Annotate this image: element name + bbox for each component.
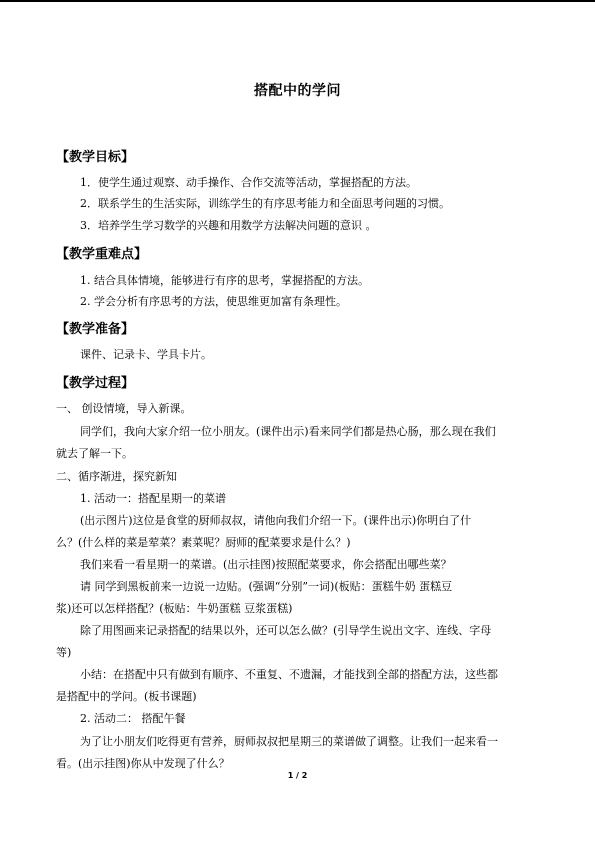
process-line: 我们来看一看星期一的菜谱。(出示挂图)按照配菜要求，你会搭配出哪些菜？ bbox=[80, 558, 452, 571]
heading-preparation: 【教学准备】 bbox=[56, 322, 135, 337]
process-line: 是搭配中的学问。(板书课题) bbox=[56, 690, 197, 703]
top-border-line bbox=[0, 0, 595, 2]
process-line: 等) bbox=[56, 646, 72, 659]
goal-item-3: 3．培养学生学习数学的兴趣和用数学方法解决问题的意识 。 bbox=[80, 219, 377, 232]
goal-item-1: 1．使学生通过观察、动手操作、合作交流等活动，掌握搭配的方法。 bbox=[80, 176, 417, 189]
process-line: 1. 活动一：搭配星期一的菜谱 bbox=[80, 492, 226, 505]
key-point-item-2: 2. 学会分析有序思考的方法，使思维更加富有条理性。 bbox=[80, 295, 347, 308]
process-line: 就去了解一下。 bbox=[56, 447, 133, 460]
process-line: 浆)还可以怎样搭配？(板贴：牛奶蛋糕 豆浆蛋糕) bbox=[56, 602, 293, 615]
process-line: 一、 创设情境，导入新课。 bbox=[56, 402, 192, 415]
key-point-item-1: 1. 结合具体情境，能够进行有序的思考，掌握搭配的方法。 bbox=[80, 274, 369, 287]
process-line: 请 同学到黑板前来一边说一边贴。(强调“分别”一词)(板贴：蛋糕牛奶 蛋糕豆 bbox=[80, 580, 453, 593]
heading-key-points: 【教学重难点】 bbox=[56, 247, 148, 262]
goal-item-2: 2．联系学生的生活实际，训练学生的有序思考能力和全面思考问题的习惯。 bbox=[80, 197, 450, 210]
process-line: 2. 活动二： 搭配午餐 bbox=[80, 712, 186, 725]
process-line: 小结：在搭配中只有做到有顺序、不重复、不遗漏，才能找到全部的搭配方法，这些都 bbox=[80, 668, 498, 681]
process-line: 看。(出示挂图)你从中发现了什么？ bbox=[56, 757, 230, 770]
process-line: 同学们，我向大家介绍一位小朋友。(课件出示)看来同学们都是热心肠，那么现在我们 bbox=[80, 425, 496, 438]
process-line: 么？(什么样的菜是荤菜？素菜呢？厨师的配菜要求是什么？) bbox=[56, 536, 351, 549]
page-number: 1 / 2 bbox=[287, 771, 308, 780]
process-line: (出示图片)这位是食堂的厨师叔叔，请他向我们介绍一下。(课件出示)你明白了什 bbox=[80, 514, 472, 527]
process-line: 为了让小朋友们吃得更有营养，厨师叔叔把星期三的菜谱做了调整。让我们一起来看一 bbox=[80, 735, 498, 748]
process-line: 除了用图画来记录搭配的结果以外，还可以怎么做？(引导学生说出文字、连线、字母 bbox=[80, 624, 492, 637]
page-title: 搭配中的学问 bbox=[254, 83, 341, 99]
heading-goals: 【教学目标】 bbox=[56, 150, 135, 165]
process-line: 二、循序渐进，探究新知 bbox=[56, 470, 177, 483]
heading-process: 【教学过程】 bbox=[56, 376, 135, 391]
preparation-text: 课件、记录卡、学具卡片。 bbox=[80, 348, 212, 361]
